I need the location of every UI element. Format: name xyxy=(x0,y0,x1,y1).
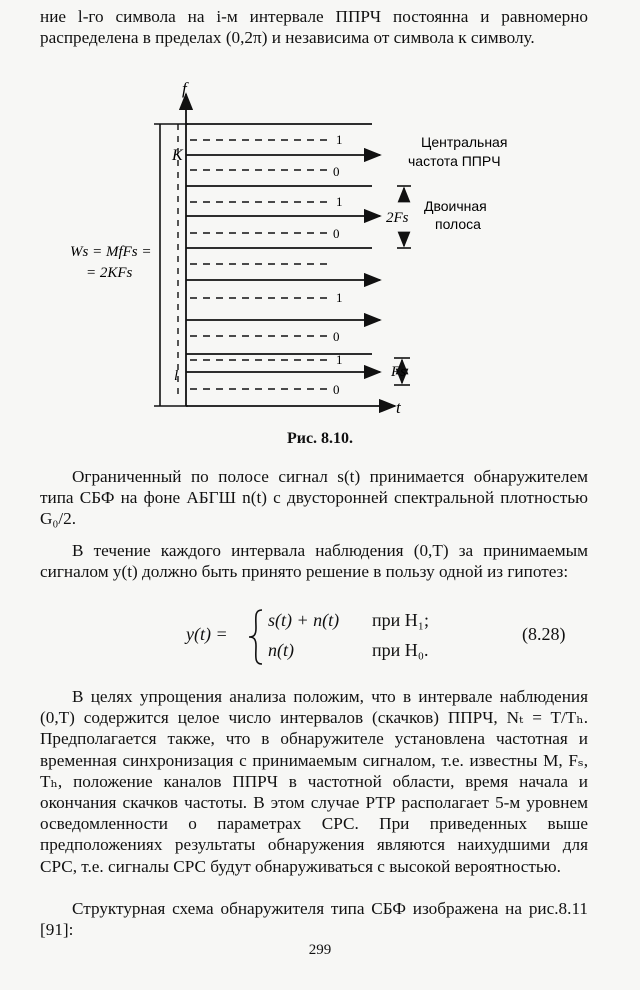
equation-line1-cond: при H₁; xyxy=(372,610,430,630)
figure-caption: Рис. 8.10. xyxy=(286,430,354,447)
sym-0: 0 xyxy=(333,226,340,241)
figure-8-10 xyxy=(0,0,640,430)
symbol-labels xyxy=(333,132,343,397)
page-number: 299 xyxy=(308,942,332,958)
central-freq-label-2: частота ППРЧ xyxy=(408,153,501,169)
equation-lhs: y(t) = xyxy=(186,624,228,644)
sub-band-dashed-lines xyxy=(190,140,330,389)
sym-0: 0 xyxy=(333,329,340,344)
equation-brace xyxy=(246,608,266,666)
sym-0: 0 xyxy=(333,382,340,397)
equation-number: (8.28) xyxy=(522,624,566,644)
equation-line2-expr: n(t) xyxy=(268,640,294,660)
central-freq-label-1: Центральная xyxy=(421,134,508,150)
l-label: l xyxy=(174,368,179,384)
equation-line2-cond: при H₀. xyxy=(372,640,429,660)
paragraph-structure: Структурная схема обнаружителя типа СБФ изображена на рис.8.11 [91]: xyxy=(40,899,588,940)
fs-label: Fs xyxy=(391,364,406,380)
sym-1: 1 xyxy=(336,290,343,305)
binary-band-label-2: полоса xyxy=(435,216,481,232)
paragraph-analysis: В целях упрощения анализа положим, что в интервале наблюдения (0,T) содержится целое число интервалов (скачков) ППРЧ, Nₜ = T/Tₕ. Предполагается также, что в обнаружителе установлена частотная и временная синхронизация с принимаемым сигналом, т.е. известны M, Fₛ, Tₕ, положение каналов ППРЧ в частотной области, время начала и окончания скачков частоты. В этом случае РТР располагает 5-м уровнем осведомленности о параметрах СРС. При приведенных выше предположениях результаты обнаружения являются наихудшими для СРС, т.е. сигналы СРС будут обнаруживаться с высокой вероятностью. xyxy=(40,687,588,876)
sym-1: 1 xyxy=(336,132,343,147)
ws-label-line2: = 2KFs xyxy=(86,265,133,281)
paragraph-signal: Ограниченный по полосе сигнал s(t) принимается обнаружителем типа СБФ на фоне АБГШ n(t) с двусторонней спектральной плотностью G₀/2. xyxy=(40,467,588,529)
equation-8-28 xyxy=(186,606,596,666)
binary-band-label-1: Двоичная xyxy=(424,198,487,214)
ws-label-line1: Ws = MfFs = xyxy=(70,244,152,260)
f-axis-label: f xyxy=(182,79,187,98)
sym-1: 1 xyxy=(336,194,343,209)
t-axis-label: t xyxy=(396,398,401,417)
paragraph-interval: В течение каждого интервала наблюдения (0,T) за принимаемым сигналом y(t) должно быть принято решение в пользу одной из гипотез: xyxy=(40,541,588,582)
equation-line1-expr: s(t) + n(t) xyxy=(268,610,340,630)
sym-0: 0 xyxy=(333,164,340,179)
sym-1: 1 xyxy=(336,352,343,367)
paragraph-intro: ние l-го символа на i-м интервале ППРЧ постоянна и равномерно распределена в пределах (0,2π) и независима от символа к символу. xyxy=(40,7,588,48)
2fs-label: 2Fs xyxy=(386,210,409,226)
k-label: K xyxy=(172,147,183,164)
